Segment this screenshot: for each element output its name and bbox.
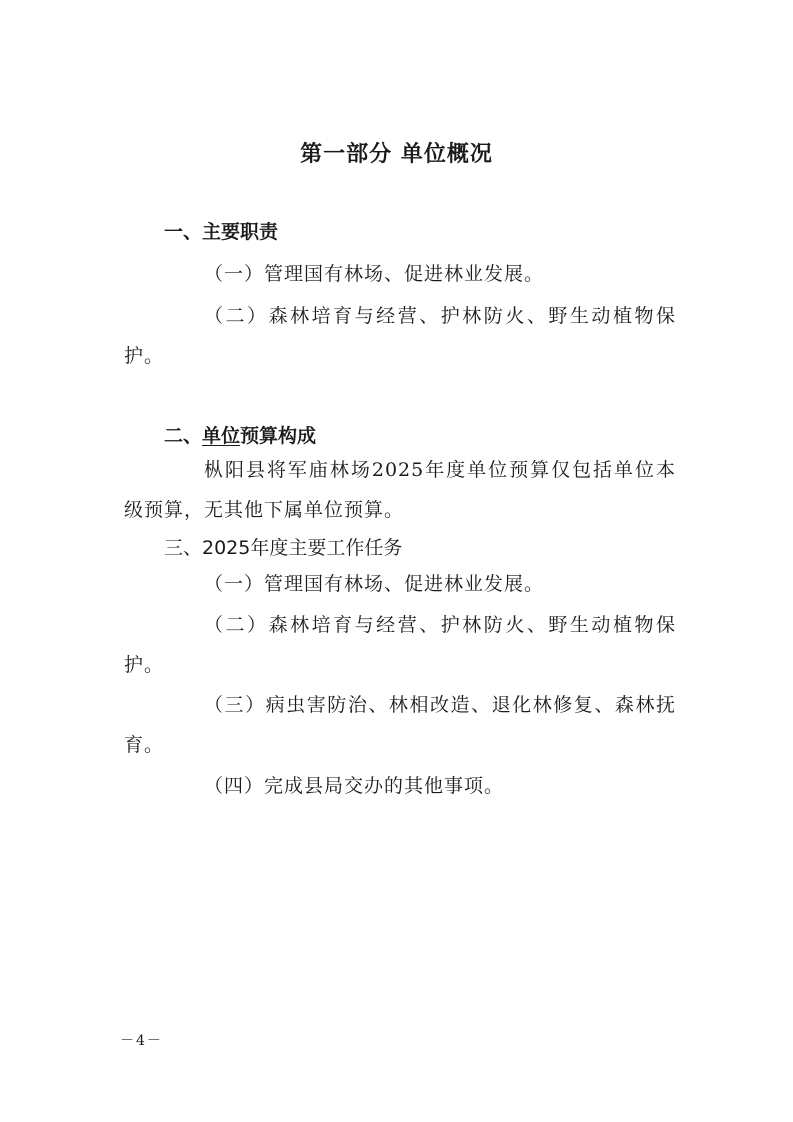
paragraph: 枞阳县将军庙林场2025年度单位预算仅包括单位本级预算，无其他下属单位预算。	[124, 459, 676, 521]
paragraph: （四）完成县局交办的其他事项。	[204, 775, 505, 797]
paragraph: （二）森林培育与经营、护林防火、野生动植物保护。	[124, 614, 676, 676]
paragraph: （一）管理国有林场、促进林业发展。	[204, 573, 545, 595]
section-heading-budget	[164, 422, 316, 450]
heading-underlined-text: 单位	[202, 425, 241, 447]
paragraph: （三）病虫害防治、林相改造、退化林修复、森林抚育。	[124, 694, 676, 756]
page-title: 第一部分 单位概况	[300, 142, 493, 167]
page-number: －4－	[120, 1033, 163, 1049]
heading-prefix: 二、	[164, 425, 203, 447]
section-heading-duties: 一、主要职责	[164, 221, 279, 243]
paragraph: （二）森林培育与经营、护林防火、野生动植物保护。	[124, 305, 676, 367]
heading-rest: 预算构成	[240, 425, 317, 447]
section-heading-tasks: 三、2025年度主要工作任务	[164, 537, 403, 559]
paragraph: （一）管理国有林场、促进林业发展。	[204, 263, 545, 285]
